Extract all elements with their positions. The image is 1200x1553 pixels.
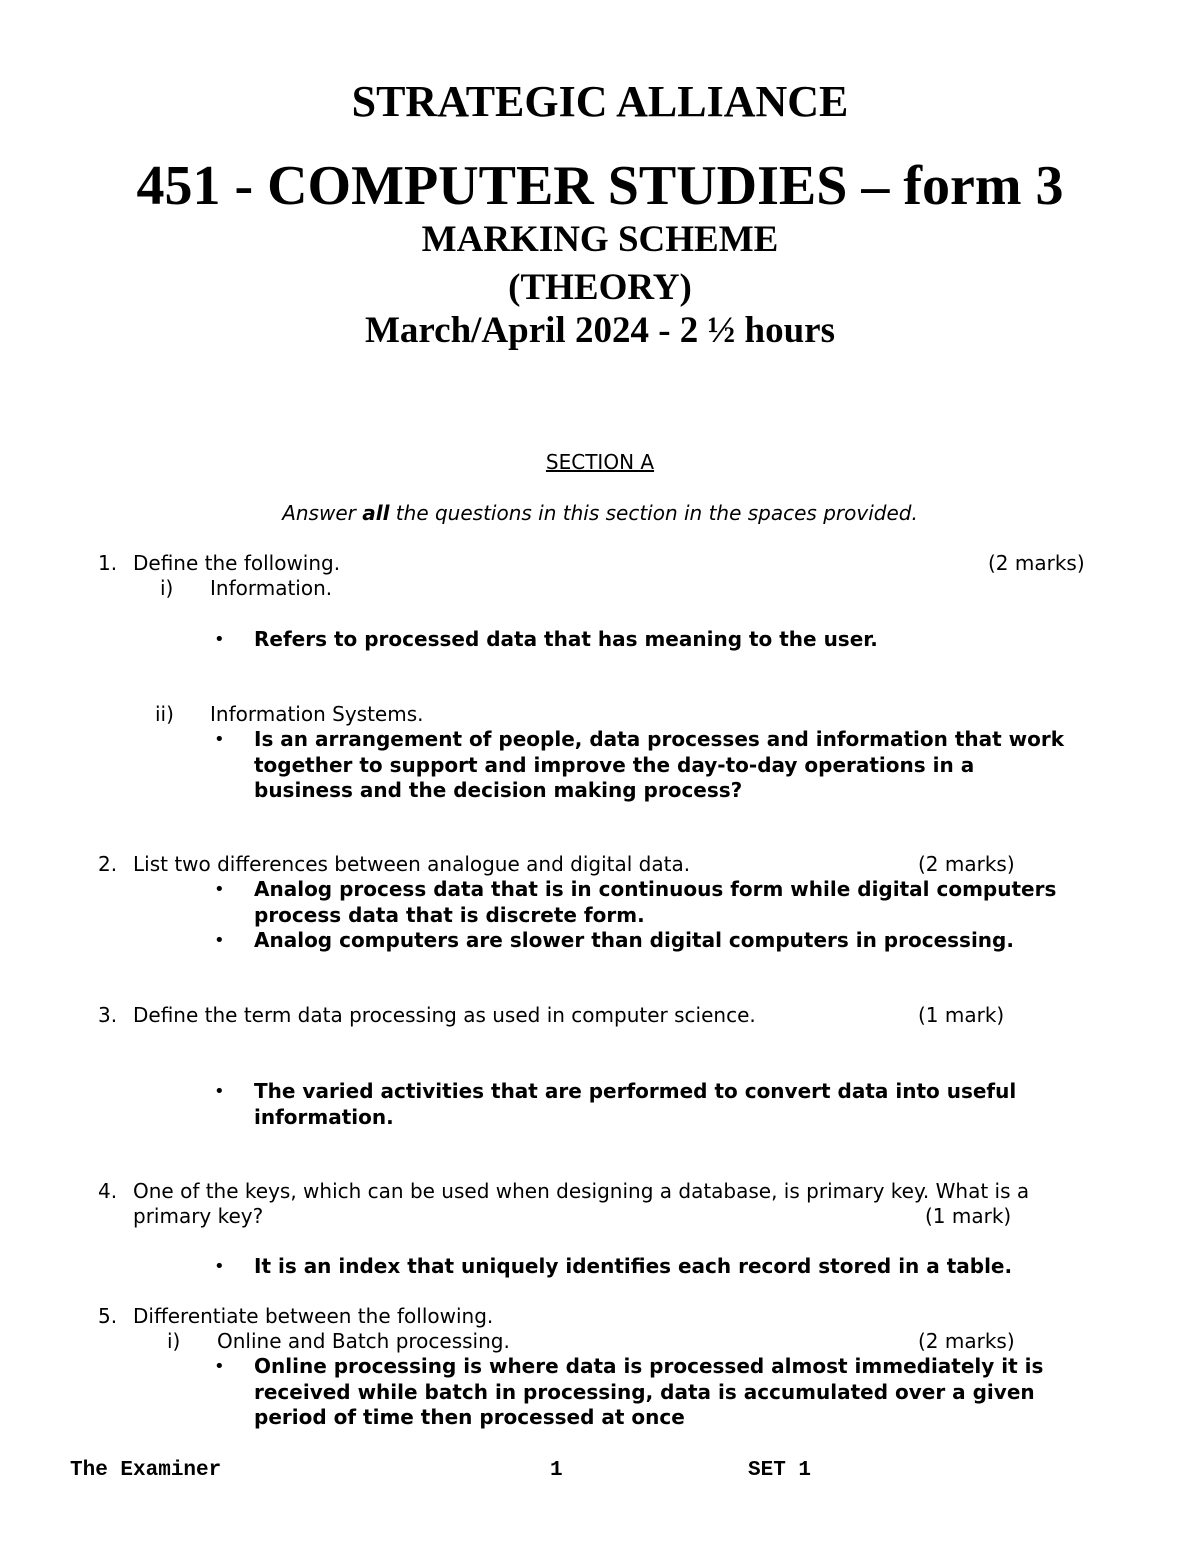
answer-line: received while batch in processing, data is accumulated over a given xyxy=(254,1379,1035,1404)
bullet-icon: • xyxy=(214,930,225,951)
instruction-text-end: the questions in this section in the spaces provided. xyxy=(389,501,918,525)
question-text: Define the following. xyxy=(133,551,341,575)
bullet-icon: • xyxy=(214,1256,225,1277)
question-text: Define the term data processing as used in computer science. xyxy=(133,1003,756,1027)
answer-line: Analog process data that is in continuous form while digital computers xyxy=(254,877,1057,901)
question-number: 3. xyxy=(98,1003,118,1027)
question-number: 1. xyxy=(98,551,118,575)
answer-line: business and the decision making process? xyxy=(254,778,743,802)
question-text-line: One of the keys, which can be used when designing a database, is primary key. What is a xyxy=(133,1179,1030,1203)
footer-examiner: The Examiner xyxy=(70,1459,222,1482)
answer-line: information. xyxy=(254,1104,394,1129)
answer-text xyxy=(254,1079,1144,1130)
subquestion-text: Information. xyxy=(210,576,333,600)
answer-line: period of time then processed at once xyxy=(254,1405,685,1429)
instruction-emphasis: all xyxy=(362,501,390,525)
answer-text xyxy=(254,727,1144,804)
subquestion-numeral: i) xyxy=(167,1329,181,1353)
bullet-icon: • xyxy=(214,629,225,650)
document-type: MARKING SCHEME xyxy=(421,219,779,260)
question-marks: (2 marks) xyxy=(988,551,1085,575)
answer-text xyxy=(254,1354,1144,1431)
answer-text: It is an index that uniquely identifies each record stored in a table. xyxy=(254,1254,1013,1278)
section-instructions xyxy=(0,501,1200,526)
subquestion-numeral: i) xyxy=(160,576,174,600)
answer-text xyxy=(254,877,1144,928)
answer-line: together to support and improve the day-to-day operations in a xyxy=(254,752,975,777)
question-marks: (1 mark) xyxy=(918,1003,1005,1027)
subquestion-text: Information Systems. xyxy=(210,702,424,726)
page-number: 1 xyxy=(550,1459,563,1482)
section-heading: SECTION A xyxy=(545,450,655,474)
bullet-icon: • xyxy=(214,729,225,750)
question-text: List two differences between analogue and digital data. xyxy=(133,852,691,876)
paper-type: (THEORY) xyxy=(508,267,692,308)
question-text: Differentiate between the following. xyxy=(133,1304,494,1328)
instruction-text-start: Answer xyxy=(282,501,363,525)
question-number: 5. xyxy=(98,1304,118,1328)
question-marks: (2 marks) xyxy=(918,1329,1015,1353)
answer-line: The varied activities that are performed to convert data into useful xyxy=(254,1079,1017,1103)
bullet-icon: • xyxy=(214,1081,225,1102)
footer-set: SET 1 xyxy=(748,1459,812,1482)
question-number: 4. xyxy=(98,1179,118,1203)
answer-line: Is an arrangement of people, data processes and information that work xyxy=(254,727,1065,751)
question-marks: (2 marks) xyxy=(918,852,1015,876)
answer-line: Online processing is where data is processed almost immediately it is xyxy=(254,1354,1044,1378)
question-marks: (1 mark) xyxy=(925,1204,1012,1228)
subquestion-text: Online and Batch processing. xyxy=(217,1329,510,1353)
subject-title: 451 - COMPUTER STUDIES – form 3 xyxy=(136,155,1064,217)
question-text-line: primary key? xyxy=(133,1204,264,1228)
answer-text: Analog computers are slower than digital computers in processing. xyxy=(254,928,1014,952)
answer-text: Refers to processed data that has meaning to the user. xyxy=(254,627,878,651)
answer-line: process data that is discrete form. xyxy=(254,902,645,927)
organization-title: STRATEGIC ALLIANCE xyxy=(351,77,849,126)
subquestion-numeral: ii) xyxy=(155,702,174,726)
exam-date-duration: March/April 2024 - 2 ½ hours xyxy=(364,310,836,351)
question-number: 2. xyxy=(98,852,118,876)
bullet-icon: • xyxy=(214,879,225,900)
bullet-icon: • xyxy=(214,1356,225,1377)
